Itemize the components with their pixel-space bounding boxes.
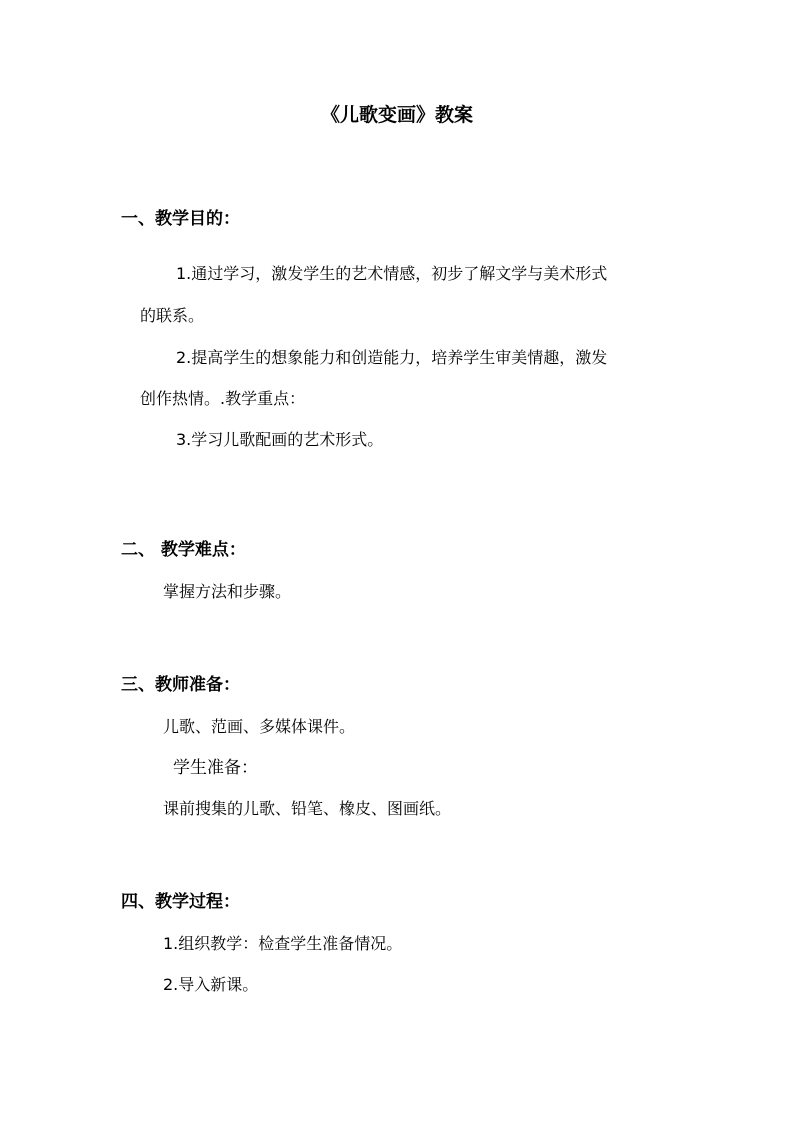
- section-heading-difficulty: 二、 教学难点：: [121, 540, 246, 560]
- objective-line-2-continued: 创作热情。.教学重点：: [140, 389, 306, 408]
- student-preparation-heading: 学生准备：: [173, 758, 258, 778]
- section-heading-objectives: 一、教学目的：: [121, 209, 240, 229]
- section-heading-process: 四、教学过程：: [121, 892, 240, 912]
- objective-line-2: 2.提高学生的想象能力和创造能力，培养学生审美情趣，激发: [176, 348, 608, 367]
- process-step-1: 1.组织教学：检查学生准备情况。: [163, 934, 403, 953]
- teacher-preparation-text: 儿歌、范画、多媒体课件。: [163, 717, 356, 736]
- section-heading-preparation: 三、教师准备：: [121, 675, 240, 695]
- difficulty-text: 掌握方法和步骤。: [163, 582, 292, 601]
- process-step-2: 2.导入新课。: [163, 975, 259, 994]
- objective-line-1-continued: 的联系。: [140, 306, 205, 325]
- document-title: 《儿歌变画》教案: [320, 104, 473, 126]
- objective-line-1: 1.通过学习，激发学生的艺术情感，初步了解文学与美术形式: [176, 264, 608, 283]
- objective-line-3: 3.学习儿歌配画的艺术形式。: [176, 430, 384, 449]
- student-preparation-text: 课前搜集的儿歌、铅笔、橡皮、图画纸。: [163, 799, 452, 818]
